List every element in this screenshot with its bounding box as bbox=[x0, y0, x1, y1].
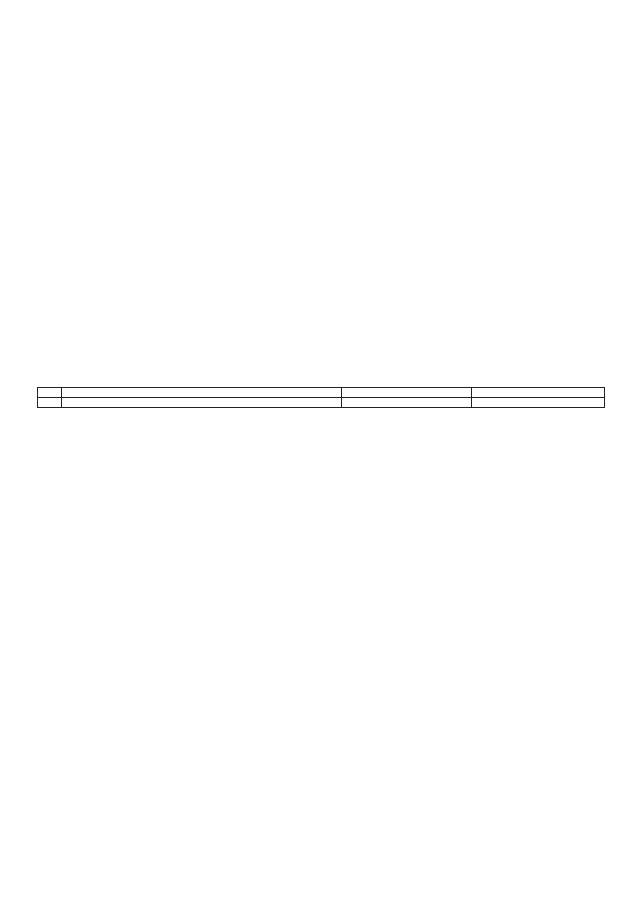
table-cell bbox=[472, 398, 605, 408]
header-cell bbox=[342, 388, 472, 398]
header-cell bbox=[38, 388, 62, 398]
schedule-table bbox=[37, 387, 605, 408]
table-cell bbox=[342, 398, 472, 408]
header-cell bbox=[62, 388, 342, 398]
table-cell bbox=[38, 398, 62, 408]
header-cell bbox=[472, 388, 605, 398]
table-cell bbox=[62, 398, 342, 408]
